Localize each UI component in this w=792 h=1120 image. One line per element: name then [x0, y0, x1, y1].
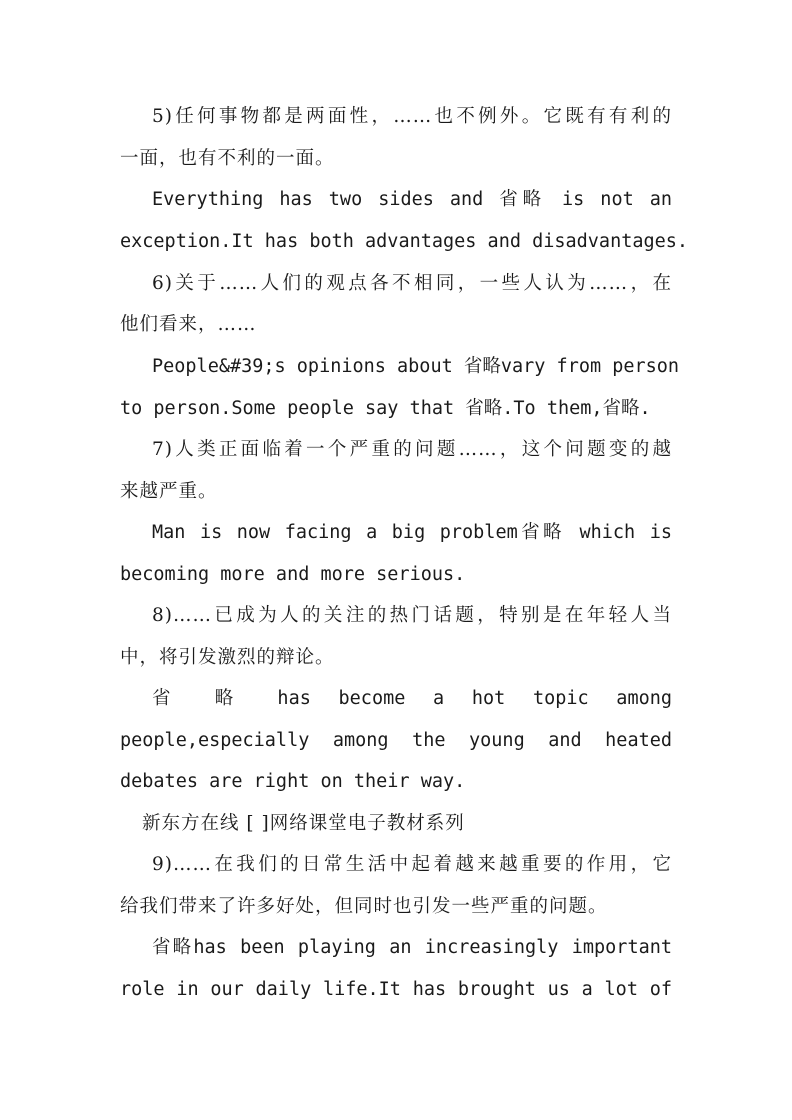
paragraph-9-cn-line-1: 9)……在我们的日常生活中起着越来越重要的作用，它: [152, 854, 672, 875]
paragraph-7-en-line-2: becoming more and more serious.: [120, 564, 466, 585]
paragraph-9-cn-line-2: 给我们带来了许多好处，但同时也引发一些严重的问题。: [120, 896, 608, 917]
series-label: 新东方在线 [ ]网络课堂电子教材系列: [142, 813, 465, 834]
paragraph-8-en-line-3: debates are right on their way.: [120, 771, 466, 792]
paragraph-6-en-line-1: People&#39;s opinions about 省略vary from person: [152, 356, 680, 377]
paragraph-8-cn-line-1: 8)……已成为人的关注的热门话题，特别是在年轻人当: [152, 605, 672, 626]
paragraph-6-en-line-2: to person.Some people say that 省略.To them,省略.: [120, 398, 651, 419]
paragraph-5-cn-line-1: 5)任何事物都是两面性，……也不例外。它既有有利的: [152, 106, 672, 127]
paragraph-7-cn-line-2: 来越严重。: [120, 481, 218, 502]
paragraph-7-en-line-1: Man is now facing a big problem省略 which is: [152, 522, 672, 543]
paragraph-5-cn-line-2: 一面，也有不利的一面。: [120, 148, 335, 169]
paragraph-9-en-line-2: role in our daily life.It has brought us a lot of: [120, 979, 672, 1000]
paragraph-5-en-line-1: Everything has two sides and 省略 is not an: [152, 189, 672, 210]
paragraph-7-cn-line-1: 7)人类正面临着一个严重的问题……，这个问题变的越: [152, 439, 672, 460]
paragraph-6-cn-line-1: 6)关于……人们的观点各不相同，一些人认为……，在: [152, 273, 672, 294]
paragraph-6-cn-line-2: 他们看来，……: [120, 314, 257, 335]
paragraph-5-en-line-2: exception.It has both advantages and disadvantages.: [120, 231, 689, 252]
paragraph-8-cn-line-2: 中，将引发激烈的辩论。: [120, 647, 335, 668]
paragraph-8-en-line-2: people,especially among the young and heated: [120, 730, 672, 751]
paragraph-8-en-line-1: 省 略 has become a hot topic among: [152, 688, 672, 709]
paragraph-9-en-line-1: 省略has been playing an increasingly important: [152, 937, 672, 958]
